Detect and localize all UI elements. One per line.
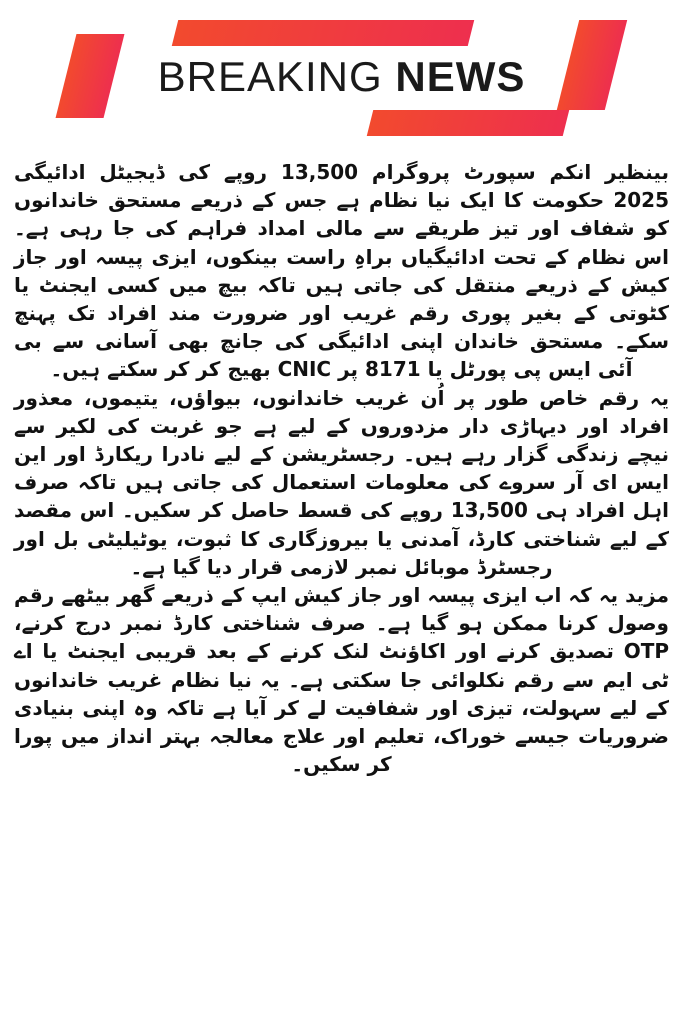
headline-news: NEWS bbox=[395, 53, 526, 100]
article-paragraph-1: بینظیر انکم سپورٹ پروگرام 13,500 روپے کی ڈیجیٹل ادائیگی 2025 حکومت کا ایک نیا نظام ہے جس کے ذریعے مستحق خاندانوں کو شفاف اور تیز طریقے سے مالی امداد فراہم کی جا رہی ہے۔ اس نظام کے تحت ادائیگیاں براہِ راست بینکوں، ایزی پیسہ اور جاز کیش کے ذریعے منتقل کی جاتی ہیں تاکہ بیچ میں کسی ایجنٹ یا کٹوتی کے بغیر پوری رقم غریب اور ضرورت مند افراد تک پہنچ سکے۔ مستحق خاندان اپنی ادائیگی کی جانچ بھی آسانی سے بی آئی ایس پی پورٹل یا 8171 پر CNIC بھیج کر کر سکتے ہیں۔ bbox=[14, 160, 669, 382]
article-paragraph-2: یہ رقم خاص طور پر اُن غریب خاندانوں، بیواؤں، یتیموں، معذور افراد اور دیہاڑی دار مزدوروں کے لیے ہے جو غربت کی لکیر سے نیچے زندگی گزار رہے ہیں۔ رجسٹریشن کے لیے نادرا ریکارڈ اور این ایس ای آر سروے کی معلومات استعمال کی جاتی ہیں تاکہ صرف اہل افراد ہی 13,500 روپے کی قسط حاصل کر سکیں۔ اس مقصد کے لیے شناختی کارڈ، آمدنی یا بیروزگاری کا ثبوت، یوٹیلیٹی بل اور رجسٹرڈ موبائل نمبر لازمی قرار دیا گیا ہے۔ bbox=[14, 385, 670, 579]
article-paragraph-3: مزید یہ کہ اب ایزی پیسہ اور جاز کیش ایپ کے ذریعے گھر بیٹھے رقم وصول کرنا ممکن ہو گیا ہے۔ صرف شناختی کارڈ نمبر درج کرنے، OTP تصدیق کرنے اور اکاؤنٹ لنک کرنے کے بعد قریبی ایجنٹ یا اے ٹی ایم سے رقم نکلوائی جا سکتی ہے۔ یہ نیا نظام غریب خاندانوں کے لیے سہولت، تیزی اور شفافیت لے کر آیا ہے تاکہ وہ اپنی بنیادی ضروریات جیسے خوراک، تعلیم اور علاج معالجہ بہتر انداز میں پورا کر سکیں۔ bbox=[14, 583, 669, 777]
headline-breaking: BREAKING bbox=[157, 53, 383, 100]
article-body bbox=[14, 158, 669, 778]
accent-stripe-top bbox=[172, 20, 474, 46]
banner-headline bbox=[0, 44, 683, 110]
accent-stripe-bottom bbox=[367, 110, 569, 136]
breaking-news-banner bbox=[0, 0, 683, 150]
